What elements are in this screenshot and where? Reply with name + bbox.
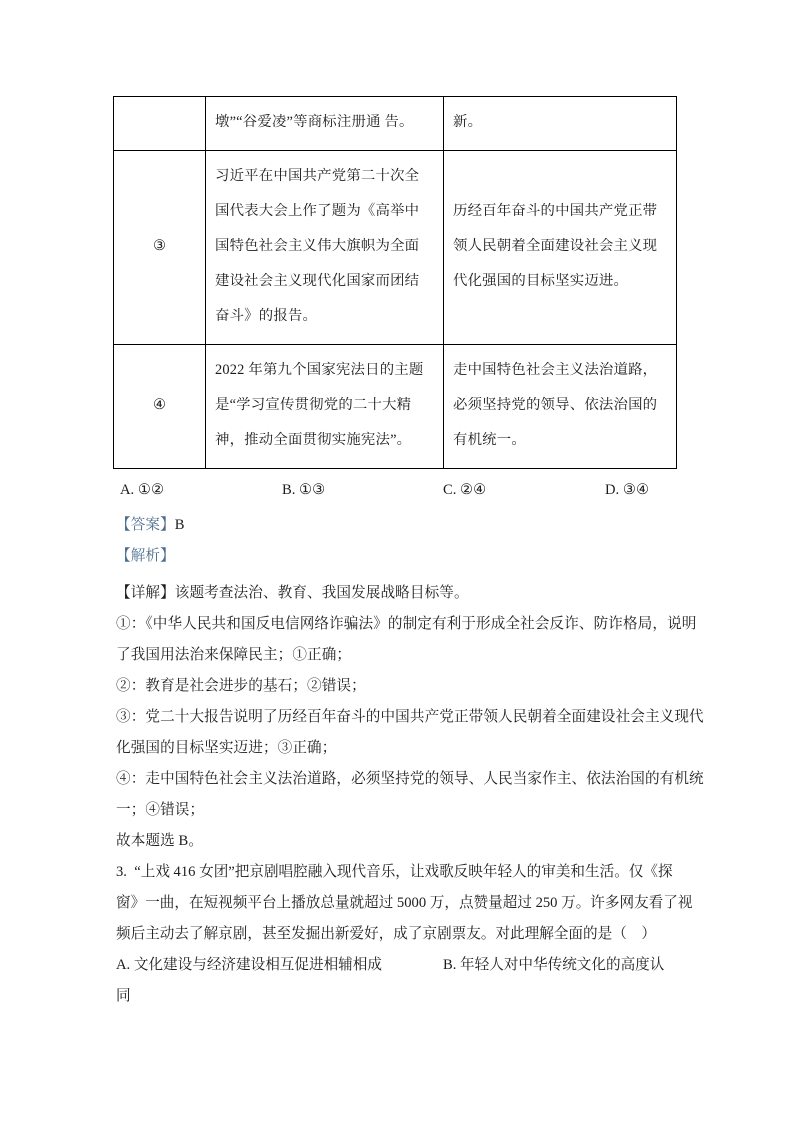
table-cell-index: ③	[114, 151, 206, 345]
question3-option-a-label: A.	[116, 957, 131, 973]
option-d-label: D.	[605, 482, 620, 498]
option-d[interactable]	[605, 481, 649, 499]
option-b-label: B.	[282, 482, 296, 498]
question3-option-a-text: 文化建设与经济建设相互促进相辅相成	[133, 957, 382, 973]
table-cell-index	[114, 97, 206, 151]
question3-stem-line-3: 频后主动去了解京剧，甚至发掘出新爱好，成了京剧票友。对此理解全面的是（ ）	[116, 926, 656, 942]
table-cell-event: 墩”“谷爱凌”等商标注册通 告。	[206, 97, 444, 151]
question3-option-b-text: 年轻人对中华传统文化的高度认	[460, 957, 665, 973]
table-row	[114, 151, 677, 345]
analysis-label: 【解析】	[116, 548, 175, 564]
question3-option-b[interactable]	[443, 953, 664, 974]
table-cell-conclusion: 历经百年奋斗的中国共产党正带 领人民朝着全面建设社会主义现 代化强国的目标坚实迈进。	[444, 151, 677, 345]
detail-line-7: ④：走中国特色社会主义法治道路，必须坚持党的领导、人民当家作主、依法治国的有机统	[116, 771, 704, 787]
option-c-text: ②④	[460, 482, 487, 498]
option-a-text: ①②	[137, 482, 165, 498]
detail-line-9: 故本题选 B。	[116, 833, 204, 849]
table-cell-event: 习近平在中国共产党第二十次全 国代表大会上作了题为《高举中 国特色社会主义伟大旗帜为全面 建设社会主义现代化国家而团结 奋斗》的报告。	[206, 151, 444, 345]
table-cell-event: 2022 年第九个国家宪法日的主题 是“学习宣传贯彻党的二十大精 神，推动全面贯彻实施宪法”。	[206, 345, 444, 469]
answer-line	[116, 510, 185, 541]
table-cell-index: ④	[114, 345, 206, 469]
answer-value: B	[174, 517, 185, 533]
detail-line-1: 【详解】该题考查法治、教育、我国发展战略目标等。	[116, 585, 469, 601]
answer-label: 【答案】	[116, 517, 175, 533]
option-c[interactable]	[443, 481, 486, 499]
detail-line-3: 了我国用法治来保障民主；①正确；	[116, 647, 352, 663]
table-cell-conclusion: 新。	[444, 97, 677, 151]
table-row	[114, 97, 677, 151]
option-a[interactable]	[120, 481, 164, 499]
evidence-table	[113, 96, 677, 469]
question3-option-b-wrap: 同	[116, 988, 131, 1004]
question3-option-a[interactable]	[116, 953, 382, 974]
detail-line-8: 一；④错误；	[116, 802, 205, 818]
detail-line-6: 化强国的目标坚实迈进；③正确；	[116, 740, 337, 756]
question3-stem-line-2: 窗》一曲，在短视频平台上播放总量就超过 5000 万，点赞量超过 250 万。许多网友看了视	[116, 895, 693, 911]
detail-line-5: ③：党二十大报告说明了历经百年奋斗的中国共产党正带领人民朝着全面建设社会主义现代	[116, 709, 704, 725]
question3-stem-line-1: 3. “上戏 416 女团”把京剧唱腔融入现代音乐，让戏歌反映年轻人的审美和生活。仅《探	[116, 864, 673, 880]
option-b[interactable]	[282, 481, 325, 499]
option-c-label: C.	[443, 482, 457, 498]
detail-line-2: ①：《中华人民共和国反电信网络诈骗法》的制定有利于形成全社会反诈、防诈格局，说明	[116, 616, 697, 632]
option-b-text: ①③	[299, 482, 326, 498]
question3-option-b-label: B.	[443, 957, 457, 973]
option-a-label: A.	[120, 482, 135, 498]
table-cell-conclusion: 走中国特色社会主义法治道路， 必须坚持党的领导、依法治国的 有机统一。	[444, 345, 677, 469]
table-row	[114, 345, 677, 469]
detail-line-4: ②：教育是社会进步的基石；②错误；	[116, 678, 366, 694]
option-d-text: ③④	[622, 482, 650, 498]
